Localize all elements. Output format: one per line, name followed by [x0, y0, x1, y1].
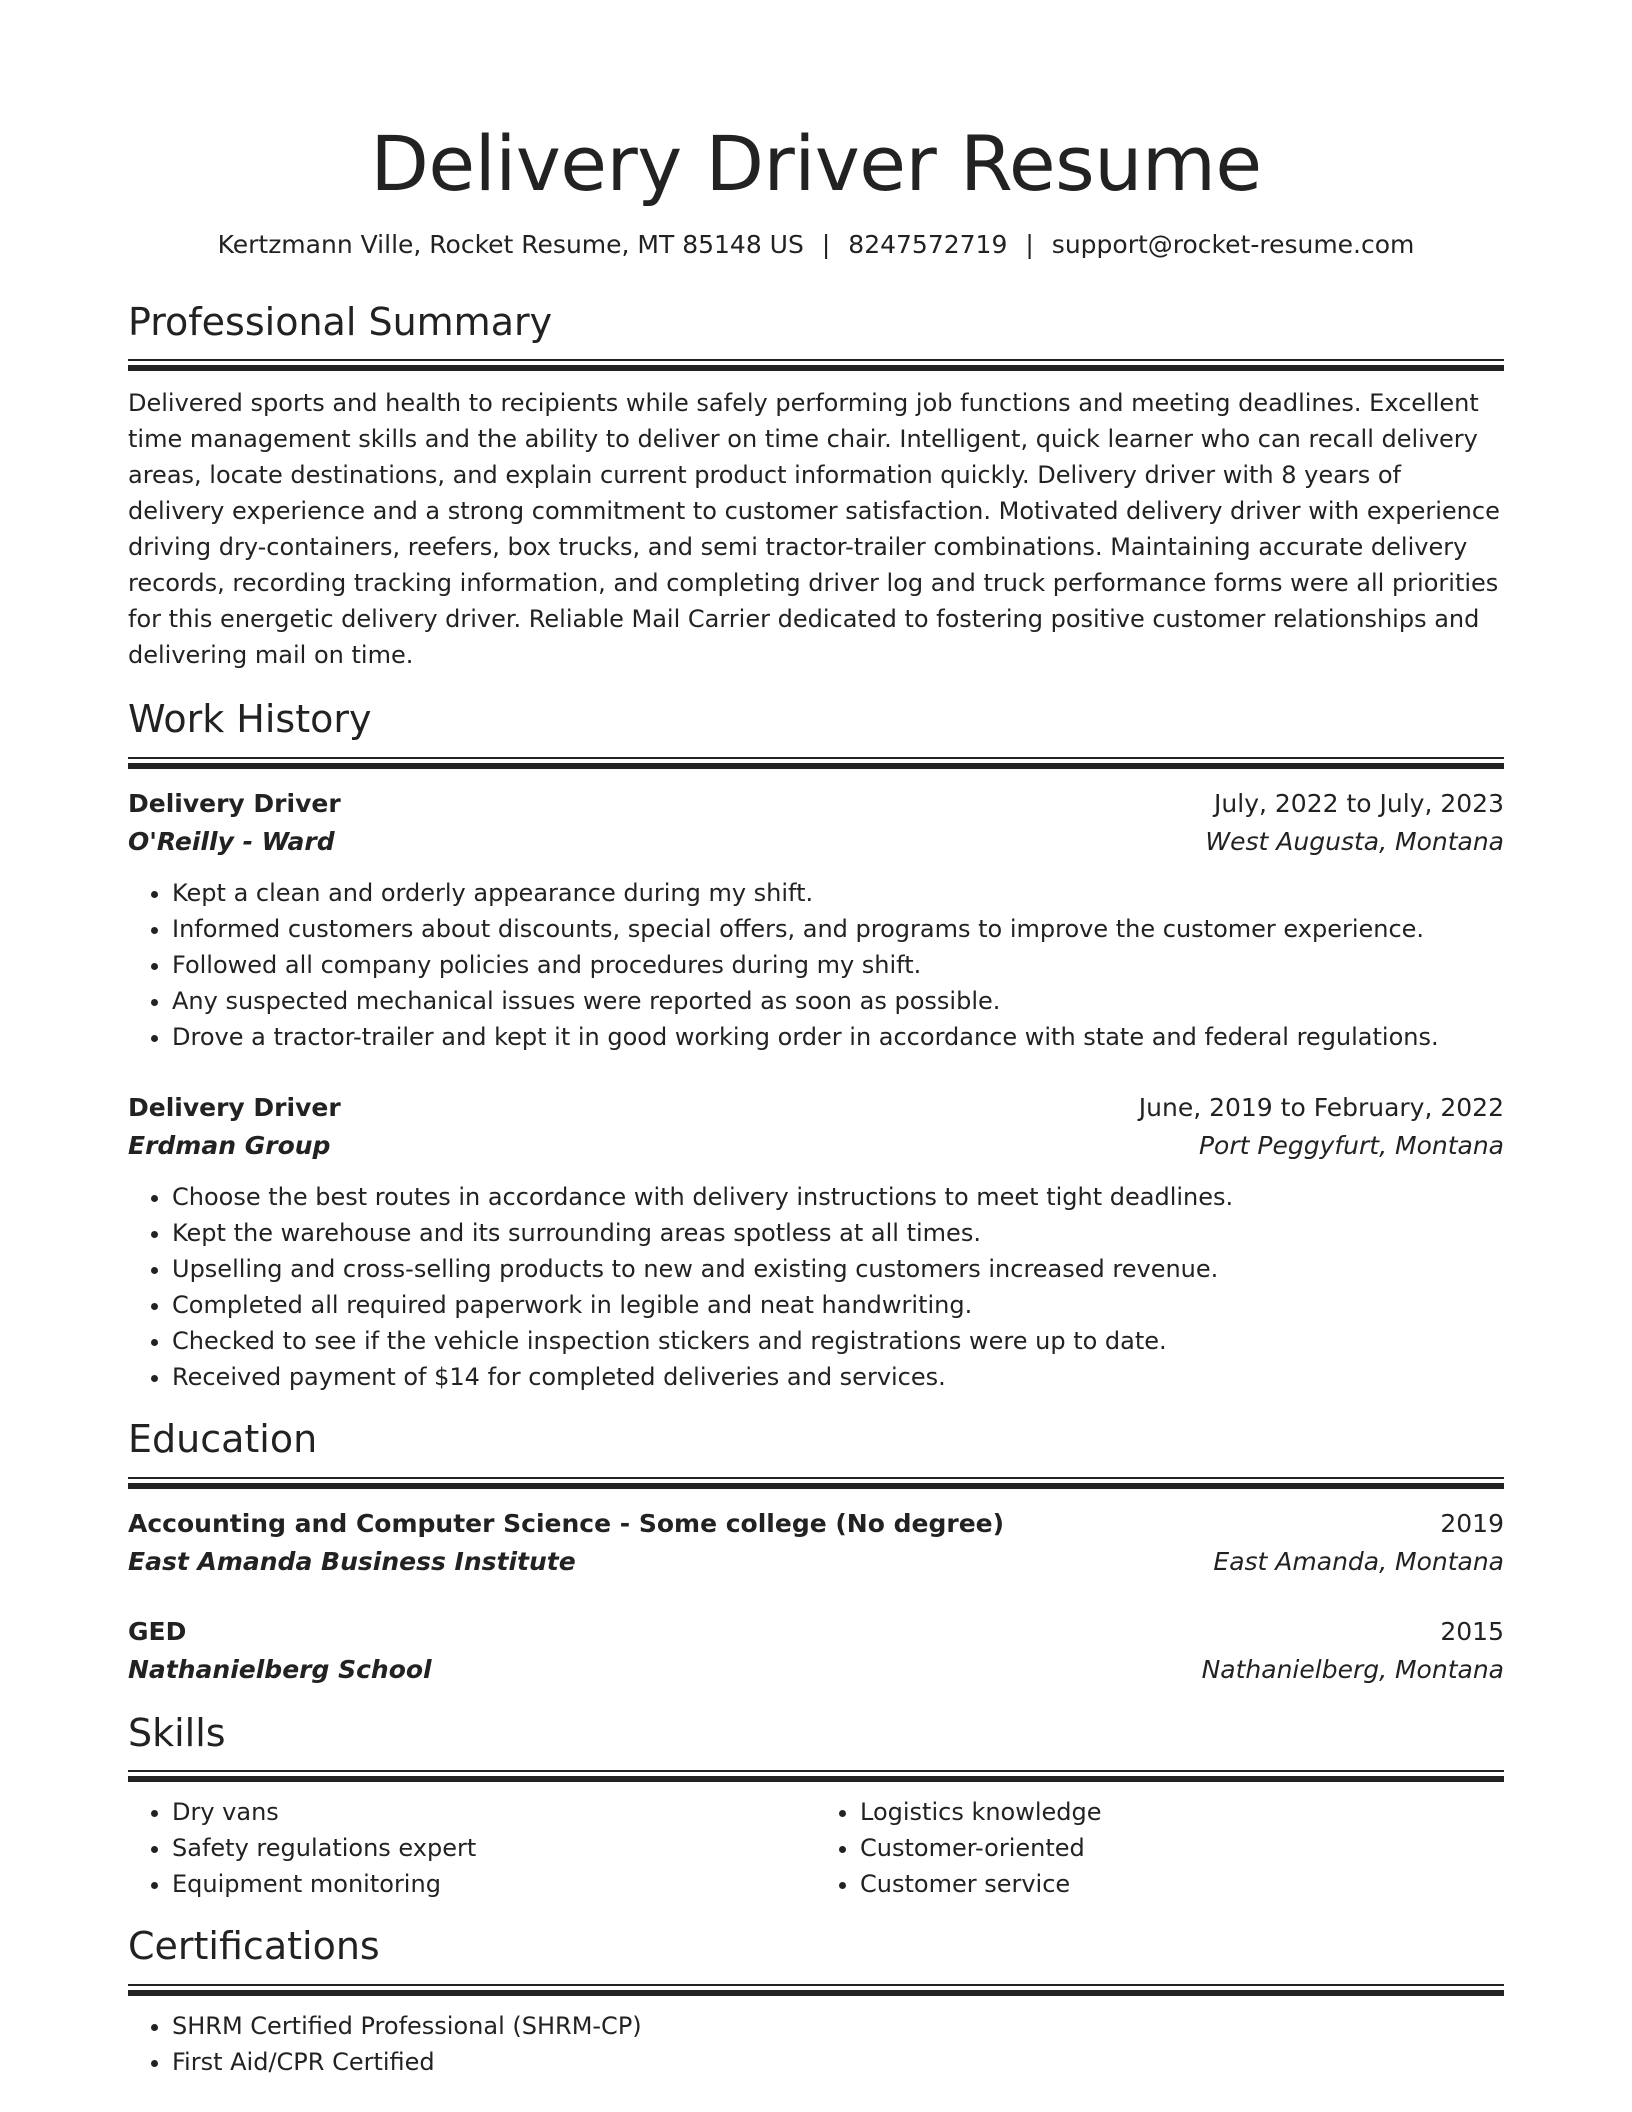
- skill-item: • Customer-oriented: [860, 1830, 1504, 1866]
- job-header-row: [128, 785, 1504, 823]
- skill-item: • Safety regulations expert: [172, 1830, 816, 1866]
- job-dates: July, 2022 to July, 2023: [1214, 789, 1504, 819]
- job-entry: [128, 785, 1504, 1055]
- job-role: Delivery Driver: [128, 789, 341, 819]
- education-degree: Accounting and Computer Science - Some college (No degree): [128, 1508, 1005, 1538]
- job-bullet: • Kept a clean and orderly appearance during my shift.: [172, 875, 1504, 911]
- section-divider: [128, 1770, 1504, 1782]
- section-work-history: [128, 697, 1504, 1395]
- section-title-certifications: Certifications: [128, 1924, 380, 1969]
- job-header-row: [128, 1089, 1504, 1127]
- contact-phone: 8247572719: [848, 230, 1008, 260]
- education-location: East Amanda, Montana: [1213, 1546, 1504, 1576]
- contact-address: Kertzmann Ville, Rocket Resume, MT 85148 US: [217, 230, 804, 260]
- certifications-list: [128, 2008, 1504, 2080]
- education-header-row: [128, 1505, 1504, 1543]
- job-bullet: • Received payment of $14 for completed deliveries and services.: [172, 1359, 1504, 1395]
- job-location: Port Peggyfurt, Montana: [1198, 1131, 1504, 1161]
- education-degree: GED: [128, 1616, 187, 1646]
- skills-list-left: [128, 1794, 816, 1902]
- education-entry: [128, 1613, 1504, 1689]
- section-skills: [128, 1711, 1504, 1903]
- job-bullet: • Informed customers about discounts, special offers, and programs to improve the customer experience.: [172, 911, 1504, 947]
- job-bullets: [128, 1179, 1504, 1395]
- education-location: Nathanielberg, Montana: [1201, 1654, 1504, 1684]
- skill-item: • Equipment monitoring: [172, 1866, 816, 1902]
- job-bullet: • Followed all company policies and procedures during my shift.: [172, 947, 1504, 983]
- section-education: [128, 1417, 1504, 1689]
- job-bullet: • Completed all required paperwork in legible and neat handwriting.: [172, 1287, 1504, 1323]
- job-bullet: • Kept the warehouse and its surrounding areas spotless at all times.: [172, 1215, 1504, 1251]
- education-school-row: [128, 1651, 1504, 1689]
- section-divider: [128, 359, 1504, 371]
- resume-title: Delivery Driver Resume: [370, 119, 1262, 208]
- education-header-row: [128, 1613, 1504, 1651]
- contact-separator: |: [1025, 230, 1034, 260]
- section-divider: [128, 1477, 1504, 1489]
- education-school: East Amanda Business Institute: [128, 1546, 576, 1576]
- skills-list-right: [816, 1794, 1504, 1902]
- job-company-row: [128, 823, 1504, 861]
- job-bullet: • Choose the best routes in accordance with delivery instructions to meet tight deadlines.: [172, 1179, 1504, 1215]
- education-school: Nathanielberg School: [128, 1654, 432, 1684]
- job-role: Delivery Driver: [128, 1093, 341, 1123]
- job-company: Erdman Group: [128, 1131, 331, 1161]
- certification-item: • SHRM Certified Professional (SHRM-CP): [172, 2008, 1504, 2044]
- contact-email: support@rocket-resume.com: [1051, 230, 1415, 260]
- job-company: O'Reilly - Ward: [128, 827, 335, 857]
- skill-item: • Customer service: [860, 1866, 1504, 1902]
- contact-separator: |: [821, 230, 831, 260]
- job-entry: [128, 1089, 1504, 1395]
- education-school-row: [128, 1543, 1504, 1581]
- education-year: 2015: [1440, 1616, 1504, 1646]
- skills-columns: [128, 1794, 1504, 1902]
- job-location: West Augusta, Montana: [1205, 827, 1504, 857]
- section-title-work-history: Work History: [128, 697, 372, 742]
- section-certifications: [128, 1924, 1504, 2080]
- section-title-summary: Professional Summary: [128, 299, 553, 344]
- section-title-education: Education: [128, 1417, 318, 1462]
- job-bullet: • Checked to see if the vehicle inspection stickers and registrations were up to date.: [172, 1323, 1504, 1359]
- skill-item: • Dry vans: [172, 1794, 816, 1830]
- job-bullet: • Drove a tractor-trailer and kept it in good working order in accordance with state and federal regulations.: [172, 1019, 1504, 1055]
- section-divider: [128, 1984, 1504, 1996]
- skill-item: • Logistics knowledge: [860, 1794, 1504, 1830]
- section-divider: [128, 757, 1504, 769]
- section-title-skills: Skills: [128, 1710, 226, 1755]
- job-company-row: [128, 1127, 1504, 1165]
- certification-item: • First Aid/CPR Certified: [172, 2044, 1504, 2080]
- education-year: 2019: [1440, 1508, 1504, 1538]
- job-bullet: • Upselling and cross-selling products to new and existing customers increased revenue.: [172, 1251, 1504, 1287]
- job-dates: June, 2019 to February, 2022: [1138, 1093, 1504, 1123]
- job-bullets: [128, 875, 1504, 1055]
- contact-line: [128, 229, 1504, 262]
- section-summary: [128, 300, 1504, 674]
- summary-text: Delivered sports and health to recipients while safely performing job functions and meeting deadlines. Excellent time management skills and the ability to deliver on time chair. Intelligent, quick learner who can recall delivery areas, locate destinations, and explain current product information quickly. Delivery driver with 8 years of delivery experience and a strong commitment to customer satisfaction. Motivated delivery driver with experience driving dry-containers, reefers, box trucks, and semi tractor-trailer combinations. Maintaining accurate delivery records, recording tracking information, and completing driver log and truck performance forms were all priorities for this energetic delivery driver. Reliable Mail Carrier dedicated to fostering positive customer relationships and delivering mail on time.: [128, 389, 1500, 670]
- education-entry: [128, 1505, 1504, 1581]
- job-bullet: • Any suspected mechanical issues were reported as soon as possible.: [172, 983, 1504, 1019]
